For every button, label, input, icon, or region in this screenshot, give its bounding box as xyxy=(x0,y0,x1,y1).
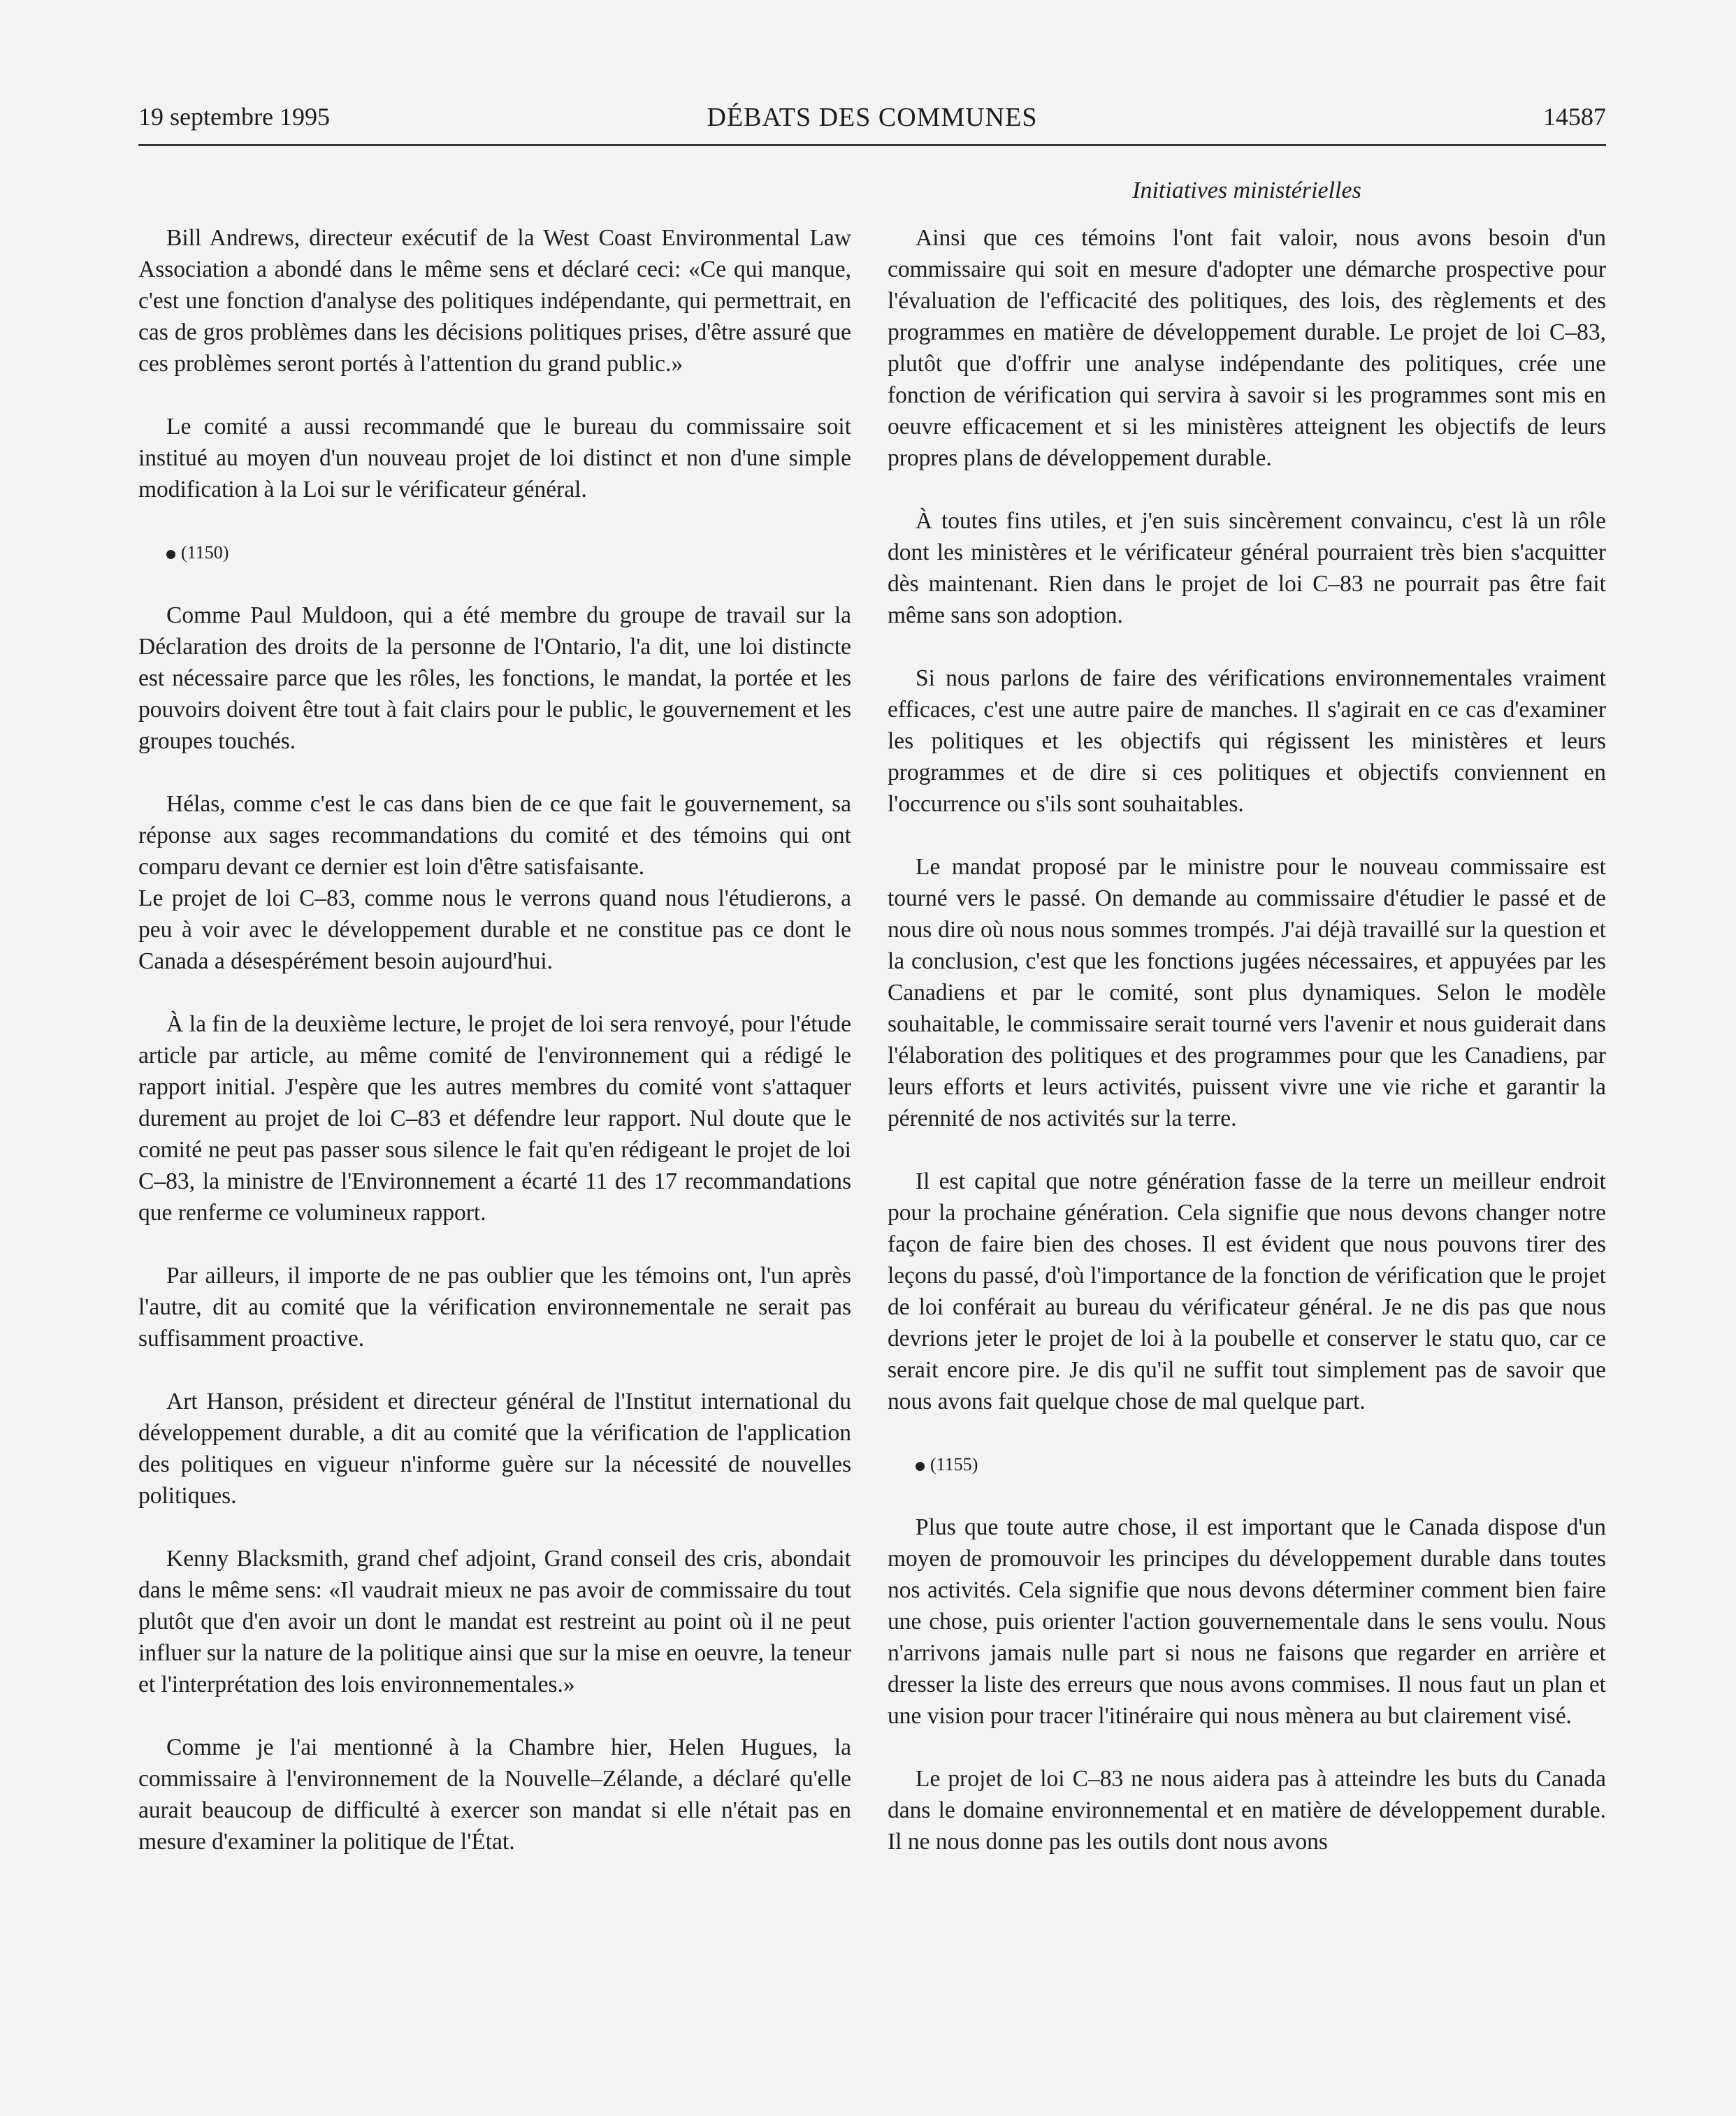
header-rule xyxy=(138,144,1606,146)
paragraph: Ainsi que ces témoins l'ont fait valoir, nous avons besoin d'un commissaire qui soit en mesure d'adopter une démarche prospective pour l'évaluation de l'efficacité des politiques, des lois, des règlements et des programmes en matière de développement durable. Le projet de loi C–83, plutôt que d'offrir une analyse indépendante des politiques, crée une fonction de vérification qui servira à savoir si les programmes sont mis en oeuvre efficacement et si les ministères atteignent les objectifs de leurs propres plans de développement durable. xyxy=(888,225,1606,471)
bullet-icon xyxy=(916,1462,925,1471)
time-marker-text: (1150) xyxy=(181,542,229,563)
paragraph: Plus que toute autre chose, il est important que le Canada dispose d'un moyen de promouvoir les principes du développement durable dans toutes nos activités. Cela signifie que nous devons déterminer comment bien faire une chose, puis orienter l'action gouvernementale dans le sens voulu. Nous n'arrivons jamais nulle part si nous ne faisons que regarder en arrière et dresser la liste des erreurs que nous avons commises. Il nous faut un plan et une vision pour tracer l'itinéraire qui nous mènera au but clairement visé. xyxy=(888,1514,1606,1729)
page-header xyxy=(138,102,1606,144)
paragraph: Par ailleurs, il importe de ne pas oublier que les témoins ont, l'un après l'autre, dit au comité que la vérification environnementale ne serait pas suffisamment proactive. xyxy=(138,1263,851,1352)
paragraph: Il est capital que notre génération fasse de la terre un meilleur endroit pour la prochaine génération. Cela signifie que nous devons changer notre façon de faire bien des choses. Il est évident que nous pouvons tirer des leçons du passé, d'où l'importance de la fonction de vérification que le projet de loi conférait au bureau du vérificateur général. Je ne dis pas que nous devrions jeter le projet de loi à la poubelle et conserver le statu quo, car ce serait encore pire. Je dis qu'il ne suffit tout simplement pas de savoir que nous avons fait quelque chose de mal quelque part. xyxy=(888,1168,1606,1414)
header-date: 19 septembre 1995 xyxy=(138,103,330,131)
right-column xyxy=(888,222,1606,1857)
paragraph: Le projet de loi C–83 ne nous aidera pas à atteindre les buts du Canada dans le domaine environnemental et en matière de développement durable. Il ne nous donne pas les outils dont nous avons xyxy=(888,1766,1606,1855)
time-marker-text: (1155) xyxy=(930,1454,978,1474)
time-marker xyxy=(138,537,851,568)
section-heading: Initiatives ministérielles xyxy=(1132,177,1361,203)
bullet-icon xyxy=(166,550,175,559)
paragraph: Hélas, comme c'est le cas dans bien de ce que fait le gouvernement, sa réponse aux sages recommandations du comité et des témoins qui ont comparu devant ce dernier est loin d'être satisfaisante. xyxy=(138,791,851,880)
header-title: DÉBATS DES COMMUNES xyxy=(707,103,1038,132)
paragraph: Bill Andrews, directeur exécutif de la West Coast Environmental Law Association a abondé dans le même sens et déclaré ceci: «Ce qui manque, c'est une fonction d'analyse des politiques indépendante, qui permettrait, en cas de gros problèmes dans les décisions politiques prises, d'être assuré que ces problèmes seront portés à l'attention du grand public.» xyxy=(138,225,851,377)
paragraph: Le projet de loi C–83, comme nous le verrons quand nous l'étudierons, a peu à voir avec le développement durable et ne constitue pas ce dont le Canada a désespérément besoin aujourd'hui. xyxy=(138,885,851,974)
paragraph: Comme Paul Muldoon, qui a été membre du groupe de travail sur la Déclaration des droits de la personne de l'Ontario, l'a dit, une loi distincte est nécessaire parce que les rôles, les fonctions, le mandat, la portée et les pouvoirs doivent être tout à fait clairs pour le public, le gouvernement et les groupes touchés. xyxy=(138,602,851,754)
left-column xyxy=(138,222,851,1857)
paragraph: Art Hanson, président et directeur général de l'Institut international du développement durable, a dit au comité que la vérification de l'application des politiques en vigueur n'informe guère sur la nécessité de nouvelles politiques. xyxy=(138,1389,851,1509)
paragraph: Comme je l'ai mentionné à la Chambre hier, Helen Hugues, la commissaire à l'environnement de la Nouvelle–Zélande, a déclaré qu'elle aurait beaucoup de difficulté à exercer son mandat si elle n'était pas en mesure d'examiner la politique de l'État. xyxy=(138,1734,851,1855)
paragraph: À toutes fins utiles, et j'en suis sincèrement convaincu, c'est là un rôle dont les ministères et le vérificateur général pourraient très bien s'acquitter dès maintenant. Rien dans le projet de loi C–83 ne pourrait pas être fait même sans son adoption. xyxy=(888,508,1606,628)
paragraph: À la fin de la deuxième lecture, le projet de loi sera renvoyé, pour l'étude article par article, au même comité de l'environnement qui a rédigé le rapport initial. J'espère que les autres membres du comité vont s'attaquer durement au projet de loi C–83 et défendre leur rapport. Nul doute que le comité ne peut pas passer sous silence le fait qu'en rédigeant le projet de loi C–83, la ministre de l'Environnement a écarté 11 des 17 recommandations que renferme ce volumineux rapport. xyxy=(138,1011,851,1226)
paragraph: Kenny Blacksmith, grand chef adjoint, Grand conseil des cris, abondait dans le même sens: «Il vaudrait mieux ne pas avoir de commissaire du tout plutôt que d'en avoir un dont le mandat est restreint au point où il ne peut influer sur la nature de la politique ainsi que sur la mise en oeuvre, la teneur et l'interprétation des lois environnementales.» xyxy=(138,1546,851,1697)
time-marker xyxy=(888,1449,1606,1480)
paragraph: Le mandat proposé par le ministre pour le nouveau commissaire est tourné vers le passé. On demande au commissaire d'étudier le passé et de nous dire où nous nous sommes trompés. J'ai déjà travaillé sur la question et la conclusion, c'est que les fonctions jugées nécessaires, et appuyées par les Canadiens et par le comité, sont plus dynamiques. Selon le modèle souhaitable, le commissaire serait tourné vers l'avenir et nous guiderait dans l'élaboration des politiques et des programmes pour que les Canadiens, par leurs efforts et leurs activités, puissent vivre une vie riche et garantir la pérennité de nos activités sur la terre. xyxy=(888,854,1606,1131)
header-page-number: 14587 xyxy=(1543,103,1606,131)
paragraph: Le comité a aussi recommandé que le bureau du commissaire soit institué au moyen d'un nouveau projet de loi distinct et non d'une simple modification à la Loi sur le vérificateur général. xyxy=(138,414,851,502)
paragraph: Si nous parlons de faire des vérifications environnementales vraiment efficaces, c'est une autre paire de manches. Il s'agirait en ce cas d'examiner les politiques et les objectifs qui régissent les ministères et leurs programmes et de dire si ces politiques et objectifs conviennent en l'occurrence ou s'ils sont souhaitables. xyxy=(888,665,1606,817)
